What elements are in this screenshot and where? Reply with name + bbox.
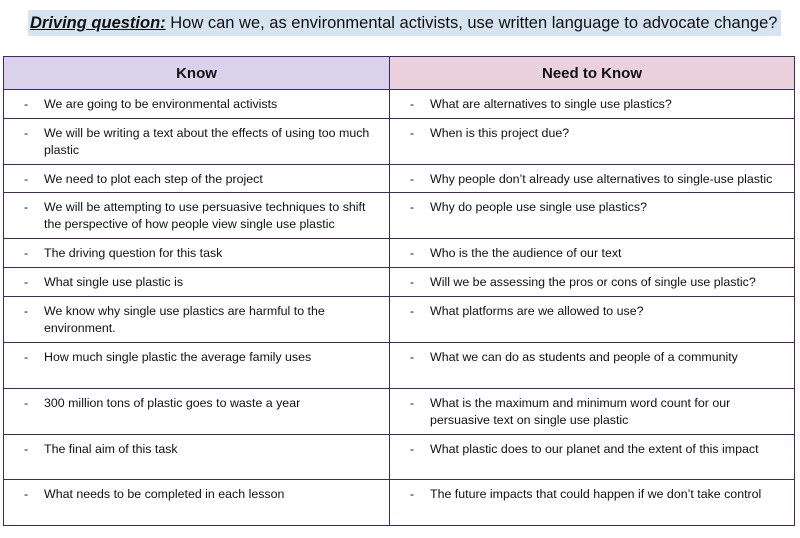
bullet-dash: - xyxy=(410,275,415,289)
bullet-dash: - xyxy=(24,200,29,214)
need-to-know-cell-text: What platforms are we allowed to use? xyxy=(430,304,644,318)
bullet-dash: - xyxy=(410,442,415,456)
bullet-dash: - xyxy=(410,126,415,140)
table-row xyxy=(4,90,795,119)
bullet-dash: - xyxy=(410,246,415,260)
table-row xyxy=(4,343,795,389)
need-to-know-cell xyxy=(390,389,795,435)
bullet-dash: - xyxy=(24,97,29,111)
need-to-know-cell-text: When is this project due? xyxy=(430,126,570,140)
table-body xyxy=(4,90,795,526)
know-header: Know xyxy=(4,57,390,90)
know-cell-text: What needs to be completed in each lesson xyxy=(44,487,285,501)
know-cell xyxy=(4,297,390,343)
need-to-know-cell xyxy=(390,165,795,193)
need-to-know-cell-text: What we can do as students and people of a community xyxy=(430,350,738,364)
table-row xyxy=(4,193,795,239)
driving-question-label: Driving question: xyxy=(30,14,166,32)
know-cell-text: How much single plastic the average family uses xyxy=(44,350,312,364)
bullet-dash: - xyxy=(410,350,415,364)
need-to-know-cell-text: Will we be assessing the pros or cons of single use plastic? xyxy=(430,275,756,289)
know-cell xyxy=(4,239,390,268)
bullet-dash: - xyxy=(24,246,29,260)
need-to-know-cell xyxy=(390,297,795,343)
table-row xyxy=(4,119,795,165)
know-cell-text: We will be attempting to use persuasive techniques to shift the perspective of how people view single use plastic xyxy=(44,200,366,231)
table-row xyxy=(4,389,795,435)
need-to-know-cell-text: Why do people use single use plastics? xyxy=(430,200,647,214)
bullet-dash: - xyxy=(410,304,415,318)
know-cell xyxy=(4,165,390,193)
driving-question-text: How can we, as environmental activists, use written language to advocate change? xyxy=(165,14,778,32)
know-cell xyxy=(4,343,390,389)
need-to-know-cell-text: What is the maximum and minimum word count for our persuasive text on single use plastic xyxy=(430,396,731,427)
need-to-know-cell xyxy=(390,435,795,480)
know-cell xyxy=(4,480,390,526)
need-to-know-cell-text: Why people don’t already use alternatives to single-use plastic xyxy=(430,172,773,186)
bullet-dash: - xyxy=(410,97,415,111)
know-cell xyxy=(4,90,390,119)
know-cell-text: We know why single use plastics are harmful to the environment. xyxy=(44,304,325,335)
know-cell-text: The driving question for this task xyxy=(44,246,223,260)
bullet-dash: - xyxy=(410,200,415,214)
table-row xyxy=(4,165,795,193)
need-to-know-cell xyxy=(390,343,795,389)
bullet-dash: - xyxy=(410,487,415,501)
driving-question xyxy=(28,10,781,36)
know-cell-text: The final aim of this task xyxy=(44,442,178,456)
need-to-know-cell xyxy=(390,193,795,239)
know-cell-text: We will be writing a text about the effects of using too much plastic xyxy=(44,126,370,157)
need-to-know-cell-text: The future impacts that could happen if we don’t take control xyxy=(430,487,762,501)
bullet-dash: - xyxy=(24,487,29,501)
bullet-dash: - xyxy=(410,396,415,410)
table-row xyxy=(4,435,795,480)
bullet-dash: - xyxy=(24,275,29,289)
know-cell xyxy=(4,435,390,480)
table-row xyxy=(4,480,795,526)
need-to-know-cell xyxy=(390,480,795,526)
bullet-dash: - xyxy=(410,172,415,186)
bullet-dash: - xyxy=(24,442,29,456)
need-to-know-cell xyxy=(390,268,795,297)
need-to-know-cell xyxy=(390,90,795,119)
know-cell-text: What single use plastic is xyxy=(44,275,184,289)
need-to-know-cell-text: What are alternatives to single use plastics? xyxy=(430,97,672,111)
know-cell-text: We need to plot each step of the project xyxy=(44,172,263,186)
know-need-table xyxy=(3,56,795,526)
need-to-know-cell-text: Who is the the audience of our text xyxy=(430,246,622,260)
know-cell xyxy=(4,119,390,165)
bullet-dash: - xyxy=(24,126,29,140)
bullet-dash: - xyxy=(24,396,29,410)
bullet-dash: - xyxy=(24,172,29,186)
table-row xyxy=(4,268,795,297)
need-to-know-header: Need to Know xyxy=(390,57,795,90)
know-cell xyxy=(4,268,390,297)
header-row xyxy=(4,57,795,90)
know-cell xyxy=(4,193,390,239)
table-row xyxy=(4,297,795,343)
know-cell-text: 300 million tons of plastic goes to waste a year xyxy=(44,396,301,410)
know-cell-text: We are going to be environmental activists xyxy=(44,97,278,111)
bullet-dash: - xyxy=(24,350,29,364)
know-cell xyxy=(4,389,390,435)
need-to-know-cell-text: What plastic does to our planet and the extent of this impact xyxy=(430,442,759,456)
bullet-dash: - xyxy=(24,304,29,318)
table-row xyxy=(4,239,795,268)
need-to-know-cell xyxy=(390,119,795,165)
need-to-know-cell xyxy=(390,239,795,268)
